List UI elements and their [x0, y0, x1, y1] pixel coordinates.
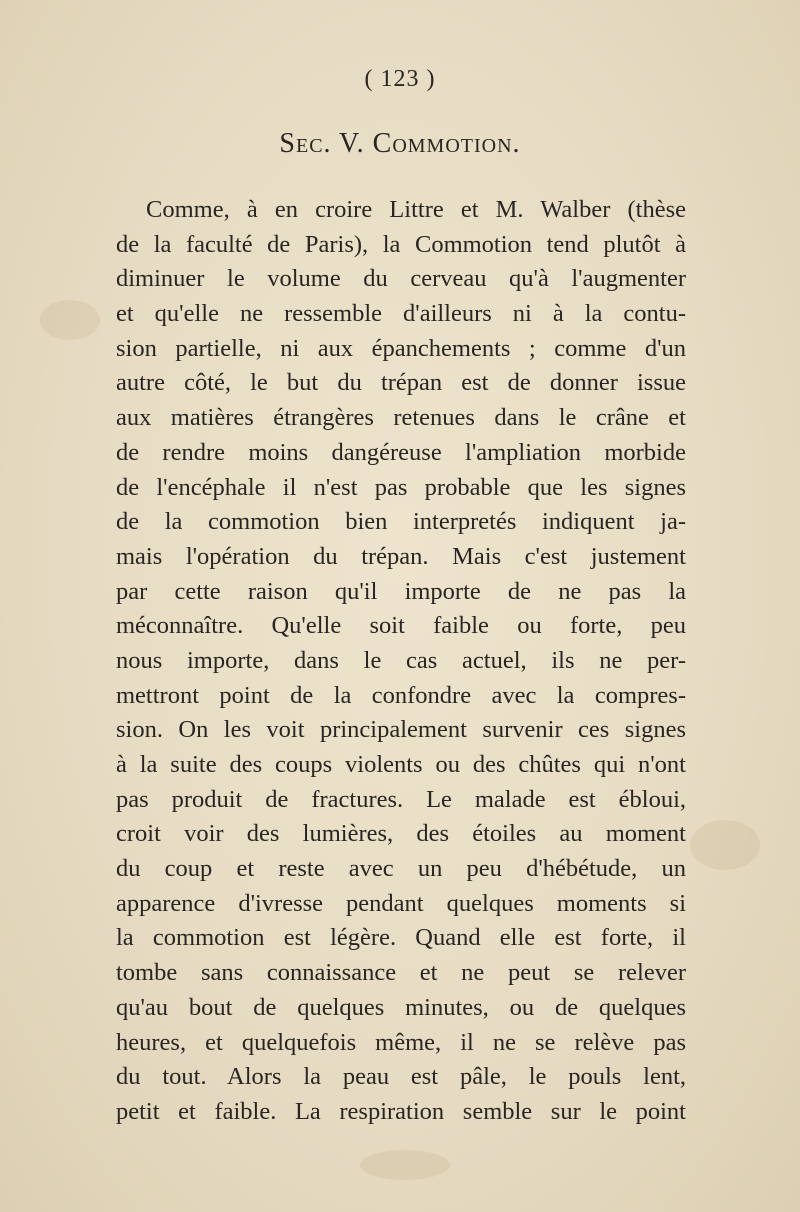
- text-line: pas produit de fractures. Le malade est ébloui,: [116, 785, 686, 813]
- text-line: de rendre moins dangéreuse l'ampliation morbide: [116, 438, 686, 466]
- text-line: de l'encéphale il n'est pas probable que les signes: [116, 473, 686, 501]
- text-line: croit voir des lumières, des étoiles au moment: [116, 820, 686, 848]
- text-line: qu'au bout de quelques minutes, ou de quelques: [116, 993, 686, 1021]
- page-number: ( 123 ): [364, 66, 436, 92]
- text-line: de la commotion bien interpretés indiquent ja-: [116, 508, 686, 536]
- text-line: du tout. Alors la peau est pâle, le pouls lent,: [116, 1063, 686, 1091]
- text-line: petit et faible. La respiration semble sur le point: [116, 1097, 686, 1125]
- text-line: sion. On les voit principalement survenir ces signes: [116, 716, 686, 744]
- text-line: heures, et quelquefois même, il ne se relève pas: [116, 1028, 686, 1056]
- text-line: et qu'elle ne ressemble d'ailleurs ni à la contu-: [116, 300, 686, 328]
- text-line: de la faculté de Paris), la Commotion tend plutôt à: [116, 230, 686, 258]
- text-line: apparence d'ivresse pendant quelques moments si: [116, 889, 686, 917]
- text-line: par cette raison qu'il importe de ne pas la: [116, 577, 686, 605]
- text-line: Comme, à en croire Littre et M. Walber (thèse: [146, 196, 686, 223]
- paper-stain: [360, 1150, 450, 1180]
- text-line: méconnaître. Qu'elle soit faible ou forte, peu: [116, 612, 686, 640]
- text-line: nous importe, dans le cas actuel, ils ne per-: [116, 646, 686, 674]
- text-line: diminuer le volume du cerveau qu'à l'augmenter: [116, 265, 686, 293]
- body-text: [116, 193, 686, 1130]
- text-line: sion partielle, ni aux épanchements ; comme d'un: [116, 334, 686, 362]
- text-line: mettront point de la confondre avec la compres-: [116, 681, 686, 709]
- paper-stain: [40, 300, 100, 340]
- text-line: tombe sans connaissance et ne peut se relever: [116, 959, 686, 987]
- text-line: à la suite des coups violents ou des chûtes qui n'ont: [116, 751, 686, 778]
- text-line: du coup et reste avec un peu d'hébétude, un: [116, 855, 686, 883]
- text-line: aux matières étrangères retenues dans le crâne et: [116, 404, 686, 432]
- text-line: mais l'opération du trépan. Mais c'est justement: [116, 542, 686, 570]
- section-title: Sec. V. Commotion.: [279, 128, 521, 159]
- paper-stain: [690, 820, 760, 870]
- text-line: autre côté, le but du trépan est de donner issue: [116, 369, 686, 397]
- text-line: la commotion est légère. Quand elle est forte, il: [116, 924, 686, 952]
